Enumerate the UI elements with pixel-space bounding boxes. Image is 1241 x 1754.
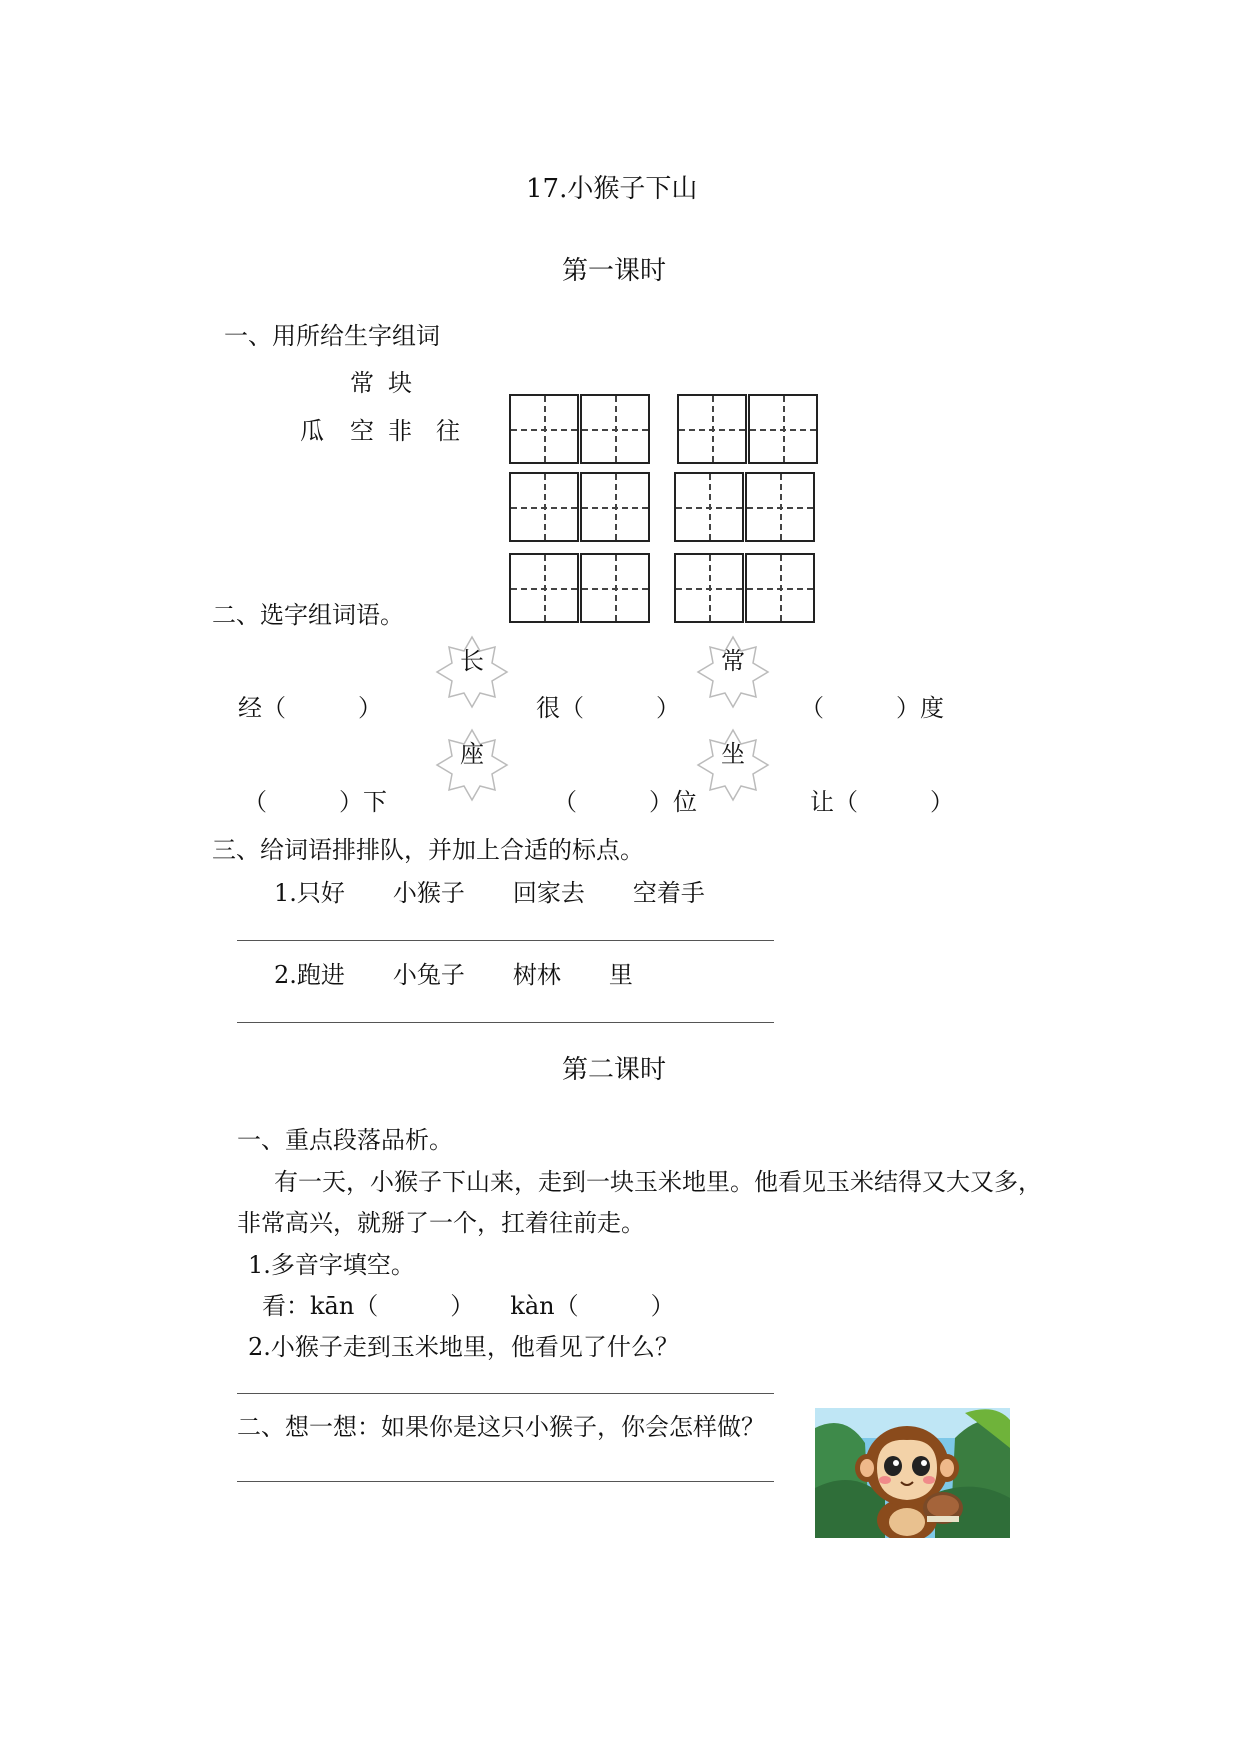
writing-grid-cell[interactable] (745, 553, 815, 623)
answer-line[interactable] (237, 1393, 774, 1394)
given-char: 空 (350, 417, 374, 445)
answer-line[interactable] (237, 1022, 774, 1023)
given-char: 往 (436, 417, 460, 445)
monkey-illustration (815, 1408, 1010, 1538)
given-char: 非 (388, 417, 412, 445)
lesson2-q1-label: 一、重点段落品析。 (237, 1126, 453, 1154)
writing-grid-cell[interactable] (580, 553, 650, 623)
ordering-item: 1.只好 小猴子 回家去 空着手 (274, 879, 705, 907)
writing-grid-cell[interactable] (674, 553, 744, 623)
writing-grid-cell[interactable] (509, 472, 579, 542)
star-char: 座 (460, 740, 484, 768)
given-char: 瓜 (300, 417, 324, 445)
polyphone-fill[interactable]: 看：kān（ ） kàn（ ） (262, 1292, 675, 1320)
char-choice-star (435, 635, 509, 709)
writing-grid-cell[interactable] (748, 394, 818, 464)
writing-grid-cell[interactable] (580, 394, 650, 464)
lesson2-heading: 第二课时 (562, 1055, 667, 1085)
lesson1-q3-label: 三、给词语排排队，并加上合适的标点。 (212, 836, 644, 864)
answer-line[interactable] (237, 1481, 774, 1482)
writing-grid-cell[interactable] (509, 553, 579, 623)
fill-blank-item[interactable]: （ ）度 (800, 694, 944, 722)
char-choice-star (696, 635, 770, 709)
fill-blank-item[interactable]: 让（ ） (810, 788, 954, 816)
lesson1-q2-label: 二、选字组词语。 (212, 601, 404, 629)
fill-blank-item[interactable]: （ ）下 (243, 788, 387, 816)
ordering-item: 2.跑进 小兔子 树林 里 (274, 961, 633, 989)
sub-question: 1.多音字填空。 (248, 1251, 415, 1279)
writing-grid-cell[interactable] (674, 472, 744, 542)
char-choice-star (435, 728, 509, 802)
star-char: 常 (721, 647, 745, 675)
star-char: 坐 (721, 740, 745, 768)
writing-grid-cell[interactable] (745, 472, 815, 542)
passage-line: 有一天，小猴子下山来，走到一块玉米地里。他看见玉米结得又大又多， (274, 1168, 1042, 1196)
passage-line: 非常高兴，就掰了一个，扛着往前走。 (237, 1209, 645, 1237)
sub-question: 2.小猴子走到玉米地里，他看见了什么？ (248, 1333, 679, 1361)
monkey-picture-icon (815, 1408, 1010, 1538)
writing-grid-cell[interactable] (509, 394, 579, 464)
lesson1-q1-label: 一、用所给生字组词 (224, 322, 440, 350)
star-char: 长 (460, 647, 484, 675)
page-title: 17.小猴子下山 (526, 174, 698, 204)
fill-blank-item[interactable]: （ ）位 (553, 788, 697, 816)
given-char: 常 (350, 369, 374, 397)
lesson1-heading: 第一课时 (562, 256, 667, 286)
writing-grid-cell[interactable] (677, 394, 747, 464)
fill-blank-item[interactable]: 经（ ） (238, 694, 382, 722)
writing-grid-cell[interactable] (580, 472, 650, 542)
char-choice-star (696, 728, 770, 802)
fill-blank-item[interactable]: 很（ ） (536, 694, 680, 722)
given-char: 块 (388, 369, 412, 397)
lesson2-q2-label: 二、想一想：如果你是这只小猴子，你会怎样做？ (237, 1413, 765, 1441)
answer-line[interactable] (237, 940, 774, 941)
